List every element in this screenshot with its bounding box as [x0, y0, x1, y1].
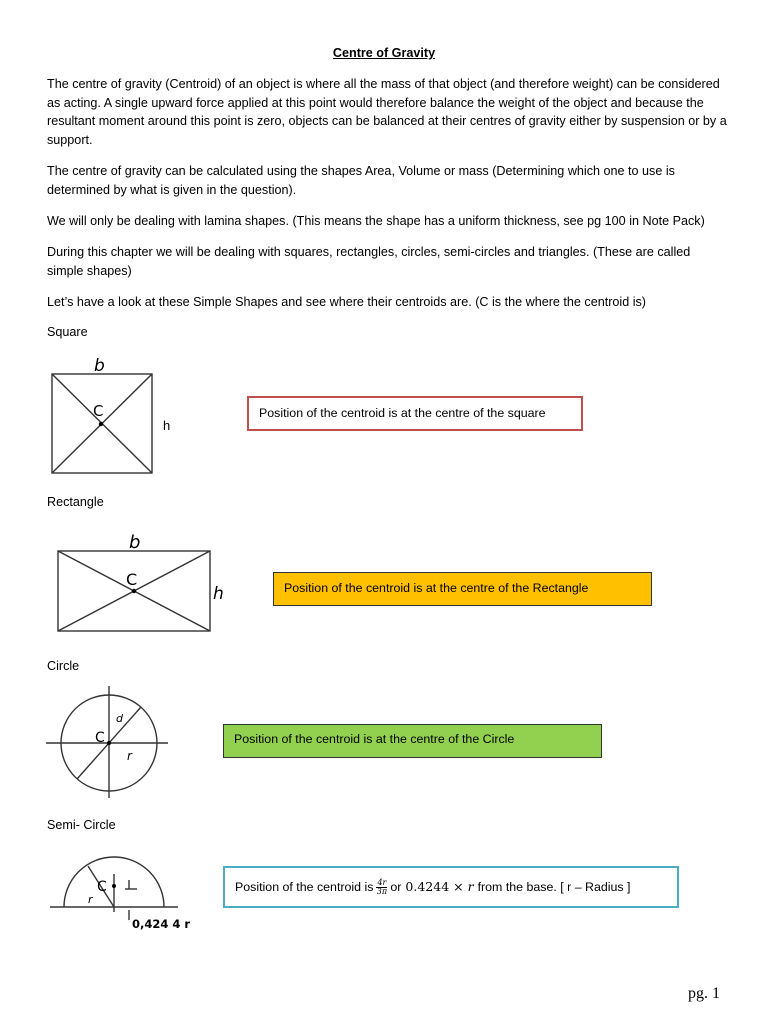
semicircle-note-or: or [390, 879, 402, 894]
rectangle-centroid-note-text: Position of the centroid is at the centre of the Rectangle [284, 581, 589, 595]
semicircle-centroid-note [223, 866, 679, 908]
circle-d-label: d [116, 712, 123, 725]
semicircle-formula [405, 878, 473, 897]
circle-c-label: C [95, 730, 105, 746]
rectangle-label: Rectangle [47, 495, 104, 509]
rectangle-c-label: C [126, 570, 138, 589]
semicircle-c-label: C [97, 879, 107, 895]
square-label: Square [47, 325, 88, 339]
square-centroid-note-text: Position of the centroid is at the centre of the square [259, 406, 546, 420]
circle-centroid-note-text: Position of the centroid is at the centre of the Circle [234, 732, 515, 746]
semicircle-fraction-denominator: 3π [376, 886, 388, 896]
circle-label: Circle [47, 659, 80, 673]
page-title: Centre of Gravity [332, 46, 436, 60]
semicircle-r-label: r [88, 893, 93, 906]
semicircle-label: Semi- Circle [47, 818, 116, 832]
intro-paragraph: The centre of gravity (Centroid) of an object is where all the mass of that object (and therefore weight) can be considered as acting. A single upward force applied at this point would therefore balance the weight of the object and because the resultant moment around this point is zero, objects can be balanced at their centres of gravity either by suspension or by a support. [47, 77, 727, 147]
semicircle-dimension-label: 0,424 4 r [132, 917, 191, 931]
rectangle-b-label: b [129, 532, 141, 553]
semicircle-centroid-dot [112, 884, 116, 888]
semicircle-formula-coefficient: 0.4244 [405, 878, 450, 894]
semicircle-note-prefix: Position of the centroid is [235, 879, 374, 894]
simple-shapes-paragraph: During this chapter we will be dealing with squares, rectangles, circles, semi-circles and triangles. (These are called simple shapes) [47, 245, 691, 278]
semicircle-fraction [376, 879, 387, 896]
semicircle-note-suffix: from the base. [ r – Radius ] [477, 879, 631, 894]
semicircle-fraction-numerator: 4r [377, 877, 387, 887]
calculation-paragraph: The centre of gravity can be calculated using the shapes Area, Volume or mass (Determining which one to use is determined by what is given in the question). [47, 164, 675, 197]
semicircle-formula-variable: r [467, 878, 474, 894]
square-c-label: C [93, 402, 104, 420]
centroid-intro-paragraph: Let’s have a look at these Simple Shapes and see where their centroids are. (C is the where the centroid is) [47, 295, 646, 309]
lamina-paragraph: We will only be dealing with lamina shapes. (This means the shape has a uniform thickness, see pg 100 in Note Pack) [47, 214, 705, 228]
semicircle-formula-times: × [453, 878, 464, 894]
rectangle-h-label: h [213, 584, 224, 604]
square-b-label: b [94, 356, 105, 376]
page-number: pg. 1 [688, 985, 720, 1002]
circle-r-label: r [127, 749, 132, 763]
square-h-label: h [163, 418, 171, 433]
